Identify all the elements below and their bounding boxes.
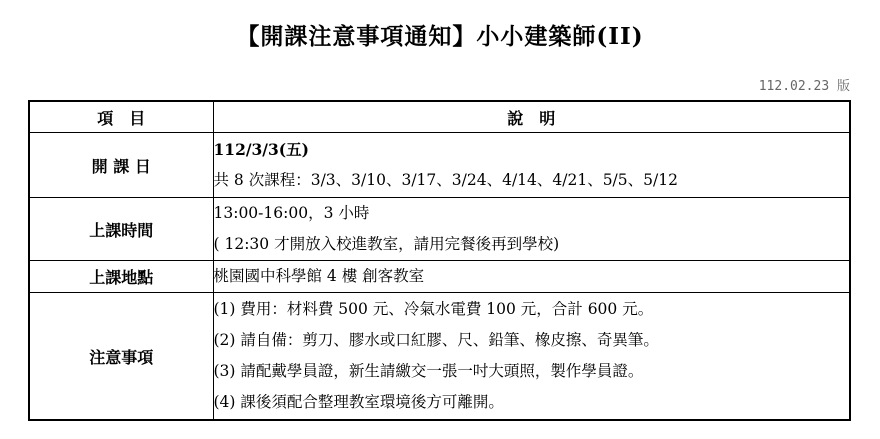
row-label: 注意事項 bbox=[29, 293, 213, 421]
row-content bbox=[213, 261, 850, 293]
row-content bbox=[213, 293, 850, 421]
table-row-location bbox=[29, 261, 850, 293]
entry-note-text: ( 12:30 才開放入校進教室，請用完餐後再到學校) bbox=[213, 235, 560, 253]
start-date-text: 112/3/3(五) bbox=[213, 140, 309, 159]
table-row-class-time bbox=[29, 198, 850, 261]
page-title: 【開課注意事項通知】小小建築師(II) bbox=[236, 23, 644, 50]
version-label: 112.02.23 版 bbox=[758, 79, 850, 94]
row-content bbox=[213, 198, 850, 261]
note-item: (2) 請自備：剪刀、膠水或口紅膠、尺、鉛筆、橡皮擦、奇異筆。 bbox=[213, 331, 659, 349]
table-row-start-date bbox=[29, 133, 850, 198]
location-text: 桃園國中科學館 4 樓 創客教室 bbox=[213, 267, 425, 285]
row-label: 開 課 日 bbox=[29, 133, 213, 198]
note-item: (4) 課後須配合整理教室環境後方可離開。 bbox=[213, 393, 504, 411]
column-header-description: 說 明 bbox=[213, 101, 850, 133]
table-header-row bbox=[29, 101, 850, 133]
note-item: (1) 費用：材料費 500 元、冷氣水電費 100 元，合計 600 元。 bbox=[213, 300, 654, 318]
row-label: 上課時間 bbox=[29, 198, 213, 261]
note-item: (3) 請配戴學員證，新生請繳交一張一吋大頭照，製作學員證。 bbox=[213, 362, 644, 380]
notice-table bbox=[28, 100, 851, 421]
row-label: 上課地點 bbox=[29, 261, 213, 293]
table-row-notes bbox=[29, 293, 850, 421]
course-dates-text: 共 8 次課程：3/3、3/10、3/17、3/24、4/14、4/21、5/5、5/12 bbox=[213, 171, 678, 189]
column-header-item: 項 目 bbox=[29, 101, 213, 133]
class-time-text: 13:00-16:00，3 小時 bbox=[213, 204, 370, 222]
row-content bbox=[213, 133, 850, 198]
